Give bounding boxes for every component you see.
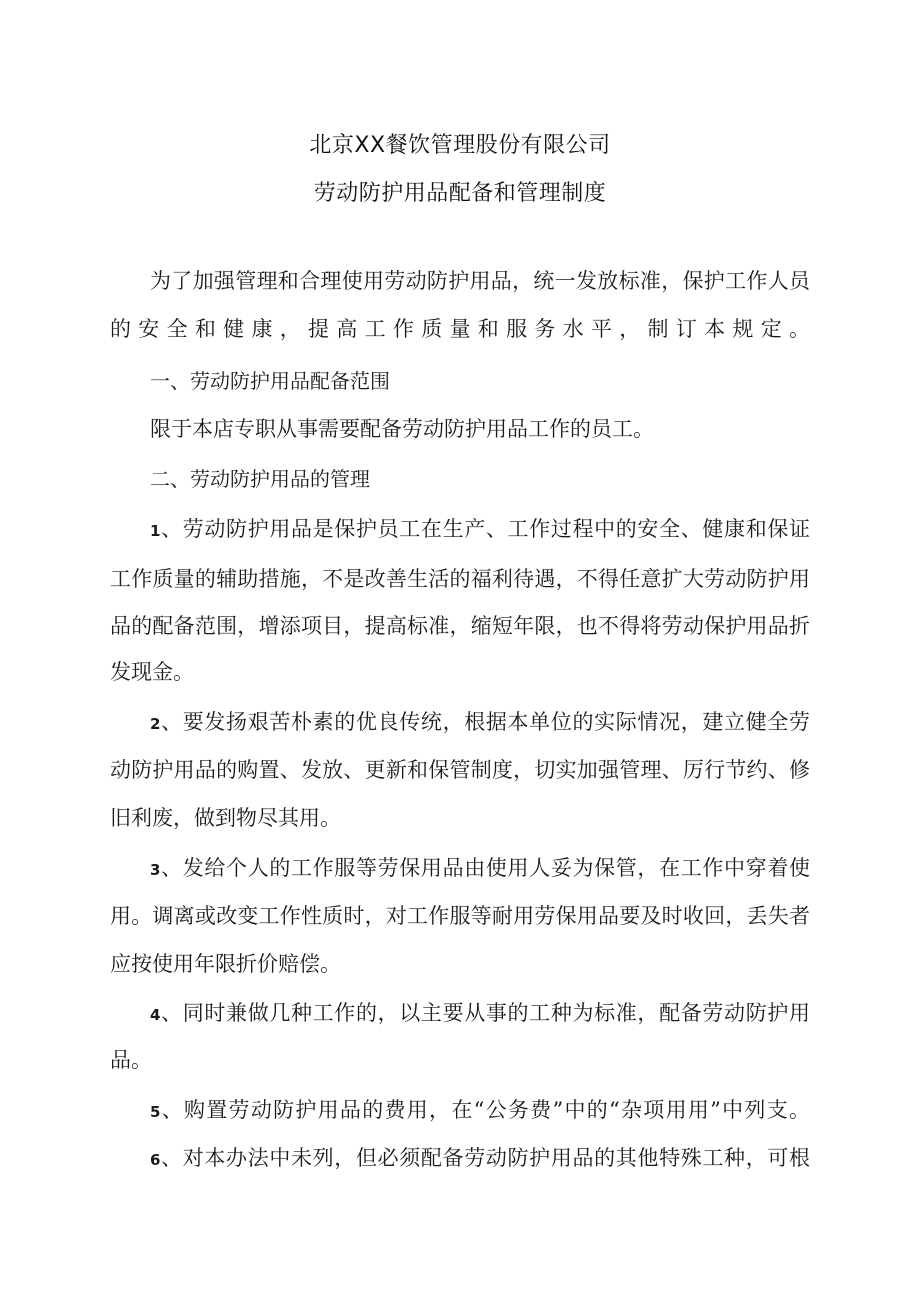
item-1-line-2: 工作质量的辅助措施，不是改善生活的福利待遇，不得任意扩大劳动防护用 <box>110 567 810 591</box>
item-2-number: 2 <box>150 715 161 733</box>
item-4-number: 4 <box>150 1006 161 1024</box>
item-6-number: 6 <box>150 1151 161 1169</box>
item-4-text: 、同时兼做几种工作的，以主要从事的工种为标准，配备劳动防护用 <box>160 1001 810 1025</box>
item-3-text: 、发给个人的工作服等劳保用品由使用人妥为保管，在工作中穿着使 <box>160 856 810 880</box>
item-3-line-1 <box>150 853 810 885</box>
document-title: 北京XX餐饮管理股份有限公司 <box>309 133 611 158</box>
item-1-line-4: 发现金。 <box>110 660 194 684</box>
section-1-heading: 一、劳动防护用品配备范围 <box>150 369 390 393</box>
item-2-line-3: 旧利废，做到物尽其用。 <box>110 806 341 830</box>
item-5-text: 、购置劳动防护用品的费用，在“公务费”中的“杂项用用”中列支。 <box>160 1098 810 1122</box>
item-6-line-1 <box>150 1143 810 1175</box>
section-1-body: 限于本店专职从事需要配备劳动防护用品工作的员工。 <box>150 417 654 441</box>
item-1-number: 1 <box>150 522 161 540</box>
document-subtitle: 劳动防护用品配备和管理制度 <box>313 181 607 206</box>
item-2-text: 、要发扬艰苦朴素的优良传统，根据本单位的实际情况，建立健全劳 <box>160 710 810 734</box>
item-3-line-2: 用。调离或改变工作性质时，对工作服等耐用劳保用品要及时收回，丢失者 <box>110 904 810 928</box>
section-2-heading: 二、劳动防护用品的管理 <box>150 467 370 491</box>
item-1-text: 、劳动防护用品是保护员工在生产、工作过程中的安全、健康和保证 <box>160 517 810 541</box>
item-2-line-1 <box>150 707 810 739</box>
intro-line-1: 为了加强管理和合理使用劳动防护用品，统一发放标准，保护工作人员 <box>150 269 810 293</box>
item-2-line-2: 动防护用品的购置、发放、更新和保管制度，切实加强管理、厉行节约、修 <box>110 758 810 782</box>
intro-line-2: 的安全和健康，提高工作质量和服务水平，制订本规定。 <box>110 317 810 341</box>
item-5-number: 5 <box>150 1103 161 1121</box>
item-5-line-1 <box>150 1095 810 1127</box>
item-4-line-1 <box>150 998 810 1030</box>
item-4-line-2: 品。 <box>110 1048 152 1072</box>
item-3-line-3: 应按使用年限折价赔偿。 <box>110 952 341 976</box>
item-1-line-3: 品的配备范围，增添项目，提高标准，缩短年限，也不得将劳动保护用品折 <box>110 614 810 638</box>
item-6-text: 、对本办法中未列，但必须配备劳动防护用品的其他特殊工种，可根 <box>160 1146 810 1170</box>
item-1-line-1 <box>150 514 810 546</box>
item-3-number: 3 <box>150 861 161 879</box>
